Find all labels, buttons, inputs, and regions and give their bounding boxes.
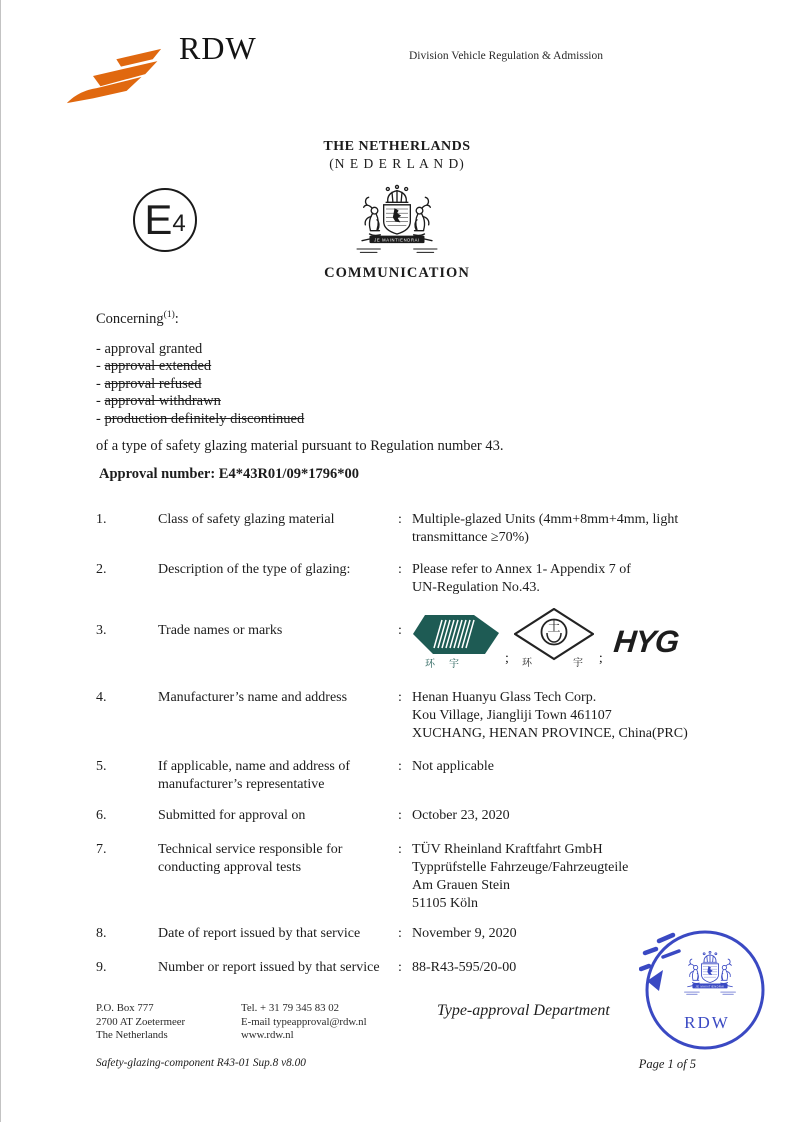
rdw-wordmark: RDW — [179, 30, 257, 66]
concerning-heading: Concerning$^{(1)}$: — [96, 310, 179, 327]
stamp-rdw-label: RDW — [684, 1013, 730, 1032]
trademark-hexagon-logo — [412, 614, 500, 670]
item-row-2: 2. Description of the type of glazing: : Please refer to Annex 1- Appendix 7 of UN-Regulation No.43. — [96, 562, 631, 595]
trademark-separator: ; — [598, 651, 603, 666]
country-title: THE NETHERLANDS — [323, 139, 471, 154]
item-row-3: 3. Trade names or marks : 环宇 ; 土 环 宇 ; HYG — [96, 613, 744, 670]
footer-email: E-mail typeapproval@rdw.nl — [241, 1015, 367, 1028]
option-approval-extended: - approval extended — [96, 358, 212, 375]
concerning-closing: of a type of safety glazing material pursuant to Regulation number 43. — [96, 438, 504, 455]
trademark-diamond-logo — [514, 608, 594, 670]
trademark1-caption: 环宇 — [425, 659, 473, 670]
page-bottom-line — [96, 1057, 696, 1072]
item-row-8: 8. Date of report issued by that service : November 9, 2020 — [96, 926, 517, 941]
trademark2-caption-right: 宇 — [572, 658, 583, 669]
communication-title: COMMUNICATION — [324, 265, 470, 281]
rdw-approval-stamp — [639, 928, 774, 1053]
e4-approval-mark — [133, 188, 197, 252]
concerning-options — [96, 341, 676, 428]
department-title: Type-approval Department — [437, 1002, 610, 1019]
footer-contact — [241, 1002, 437, 1043]
concerning-section — [96, 310, 676, 455]
item-row-4: 4. Manufacturer’s name and address : Henan Huanyu Glass Tech Corp. Kou Village, Jiangliji Town 461107 XUCHANG, HENAN PROVINCE, China(PRC) — [96, 690, 688, 741]
division-title: Division Vehicle Regulation & Admission — [409, 50, 604, 62]
netherlands-coat-of-arms — [347, 183, 447, 260]
item-row-7: 7. Technical service responsible for conducting approval tests : TÜV Rheinland Kraftfahrt GmbH Typprüfstelle Fahrzeuge/Fahrzeugteile Am Grauen Stein 51105 Köln — [96, 842, 629, 911]
trademark2-caption-left: 环 — [521, 658, 532, 669]
item-row-1: 1. Class of safety glazing material : Multiple-glazed Units (4mm+8mm+4mm, light transmittance ≥70%) — [96, 512, 679, 545]
option-production-discontinued: - production definitely discontinued — [96, 410, 305, 427]
trademark-hyg-logo: HYG — [611, 624, 680, 659]
footnote-marker: (1) — [163, 310, 175, 320]
option-approval-refused: - approval refused — [96, 375, 202, 392]
trademark-separator: ; — [505, 651, 509, 666]
item-row-5: 5. If applicable, name and address of manufacturer’s representative : Not applicable — [96, 759, 495, 792]
country-subtitle: (N E D E R L A N D) — [329, 156, 465, 171]
trademark-logos — [412, 608, 744, 670]
doc-reference: Safety-glazing-component R43-01 Sup.8 v8.00 — [96, 1057, 306, 1069]
page-number: Page 1 of 5 — [638, 1057, 696, 1071]
option-approval-withdrawn: - approval withdrawn — [96, 393, 221, 410]
trademark2-glyph: 土 — [547, 619, 561, 634]
rdw-feather-icon — [65, 46, 163, 106]
option-approval-granted: - approval granted — [96, 341, 203, 357]
e-mark-number: 4 — [172, 210, 186, 237]
footer-phone: Tel. + 31 79 345 83 02 — [241, 1002, 339, 1014]
item-row-9: 9. Number or report issued by that service : 88-R43-595/20-00 — [96, 960, 517, 975]
e-mark-letter: E — [144, 196, 173, 243]
footer-website: www.rdw.nl — [241, 1029, 294, 1041]
item-row-6: 6. Submitted for approval on : October 23, 2020 — [96, 808, 510, 823]
footer-address: P.O. Box 777 2700 AT Zoetermeer The Netherlands — [96, 1002, 186, 1041]
approval-number: Approval number: E4*43R01/09*1796*00 — [99, 466, 359, 482]
